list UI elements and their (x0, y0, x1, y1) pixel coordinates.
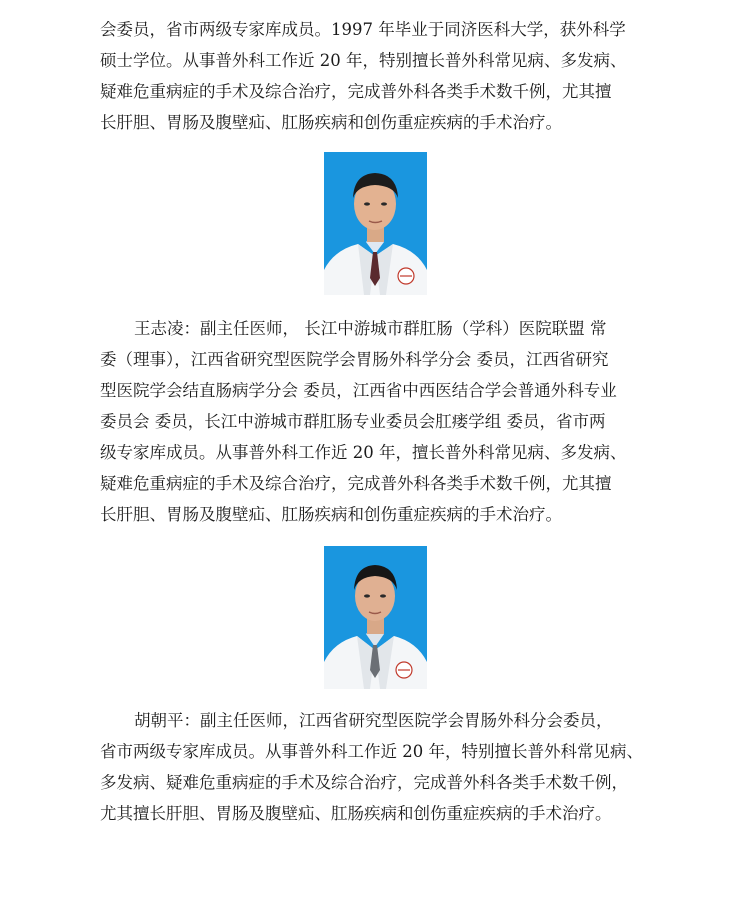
text-line: 委（理事），江西省研究型医院学会胃肠外科学分会 委员，江西省研究 (100, 350, 609, 369)
doctor-portrait-photo-hu-chaoping (324, 546, 427, 689)
text-line: 委员会 委员，长江中游城市群肛肠专业委员会肛瘘学组 委员，省市两 (100, 412, 606, 431)
text-line: 疑难危重病症的手术及综合治疗，完成普外科各类手术数千例，尤其擅 (100, 82, 612, 101)
doctor-bio-hu-chaoping (100, 705, 660, 829)
text-line: 省市两级专家库成员。从事普外科工作近 20 年，特别擅长普外科常见病、 (100, 742, 643, 761)
text-line: 会委员，省市两级专家库成员。1997 年毕业于同济医科大学，获外科学 (100, 20, 626, 39)
text-line: 疑难危重病症的手术及综合治疗，完成普外科各类手术数千例，尤其擅 (100, 474, 612, 493)
text-line: 王志凌：副主任医师， 长江中游城市群肛肠（学科）医院联盟 常 (134, 319, 607, 338)
portrait-illustration (324, 152, 427, 295)
text-line: 级专家库成员。从事普外科工作近 20 年，擅长普外科常见病、多发病、 (100, 443, 627, 462)
text-line: 长肝胆、胃肠及腹壁疝、肛肠疾病和创伤重症疾病的手术治疗。 (100, 505, 562, 524)
text-line: 长肝胆、胃肠及腹壁疝、肛肠疾病和创伤重症疾病的手术治疗。 (100, 113, 562, 132)
portrait-illustration (324, 546, 427, 689)
doctor-portrait-photo-wang-zhiling (324, 152, 427, 295)
text-line: 硕士学位。从事普外科工作近 20 年，特别擅长普外科常见病、多发病、 (100, 51, 627, 70)
doctor-bio-paragraph-continued (100, 14, 660, 138)
text-line: 胡朝平：副主任医师，江西省研究型医院学会胃肠外科分会委员， (134, 711, 613, 730)
text-line: 尤其擅长肝胆、胃肠及腹壁疝、肛肠疾病和创伤重症疾病的手术治疗。 (100, 804, 612, 823)
text-line: 型医院学会结直肠病学分会 委员，江西省中西医结合学会普通外科专业 (100, 381, 617, 400)
doctor-bio-wang-zhiling (100, 313, 660, 530)
text-line: 多发病、疑难危重病症的手术及综合治疗，完成普外科各类手术数千例， (100, 773, 628, 792)
